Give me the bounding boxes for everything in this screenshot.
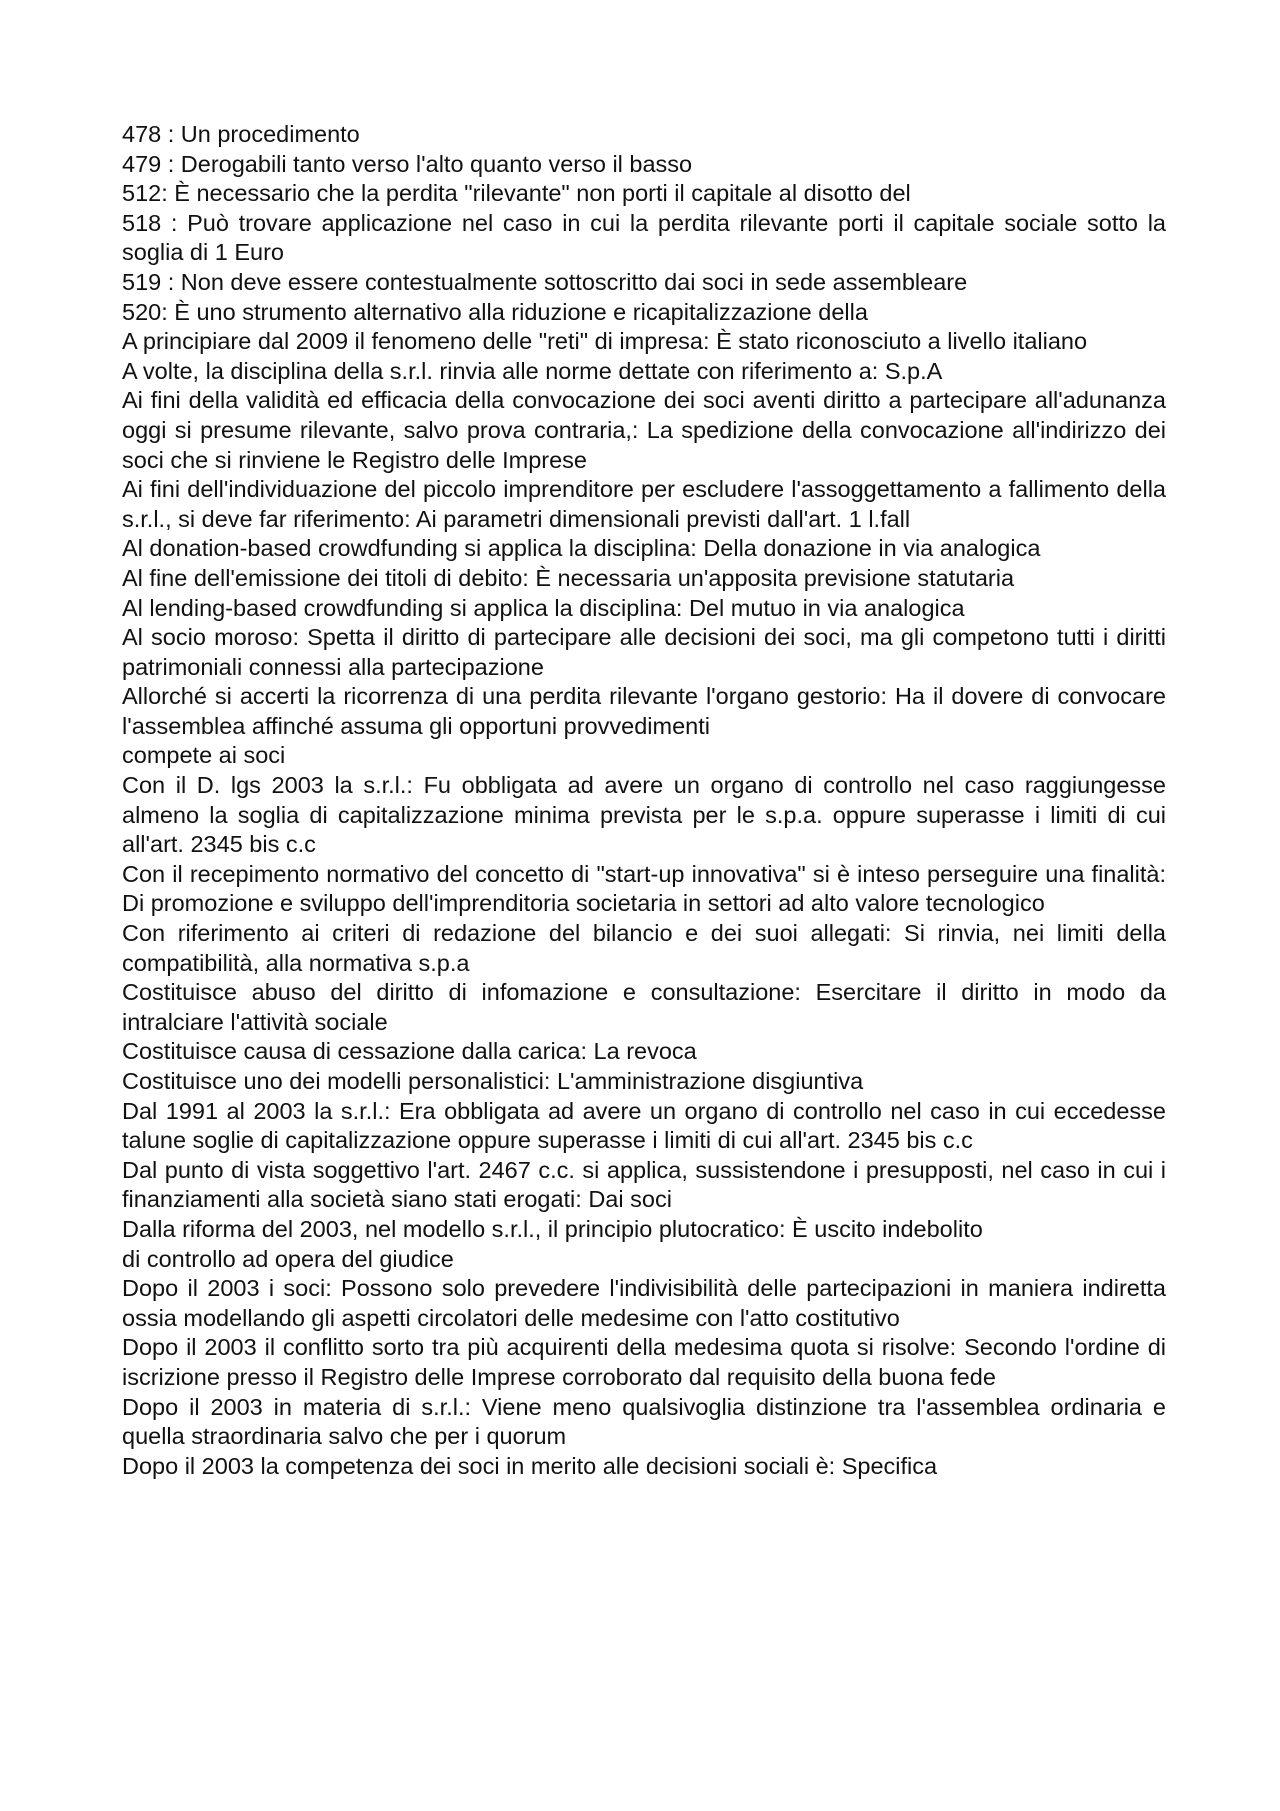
entry-478: 478 : Un procedimento	[122, 121, 360, 147]
entry-competenza-soci: Dopo il 2003 la competenza dei soci in merito alle decisioni sociali è: Specifica	[122, 1452, 938, 1479]
entry-perdita-rilevante: Allorché si accerti la ricorrenza di una perdita rilevante l'organo gestorio: Ha il dovere di convocare l'assemblea affinché assuma gli opportuni provvedimenti	[122, 683, 1166, 739]
entry-rinvio-spa: A volte, la disciplina della s.r.l. rinvia alle norme dettate con riferimento a: S.p.A	[122, 357, 943, 384]
document-page	[122, 120, 1166, 1481]
entry-assemblea-ordinaria: Dopo il 2003 in materia di s.r.l.: Viene meno qualsivoglia distinzione tra l'assemblea ordinaria e quella straordinaria salvo che per i quorum	[122, 1393, 1166, 1450]
entry-518: 518 : Può trovare applicazione nel caso in cui la perdita rilevante porti il capitale sociale sotto la soglia di 1 Euro	[122, 209, 1166, 266]
entry-socio-moroso: Al socio moroso: Spetta il diritto di partecipare alle decisioni dei soci, ma gli competono tutti i diritti patrimoniali connessi alla partecipazione	[122, 624, 1166, 680]
entry-modelli-personalistici: Costituisce uno dei modelli personalistici: L'amministrazione disgiuntiva	[122, 1068, 864, 1094]
entry-conflitto-acquirenti: Dopo il 2003 il conflitto sorto tra più acquirenti della medesima quota si risolve: Secondo l'ordine di iscrizione presso il Registro delle Imprese corroborato dal requisito della buona fede	[122, 1334, 1166, 1390]
entry-art-2467: Dal punto di vista soggettivo l'art. 2467 c.c. si applica, sussistendone i presupposti, nel caso in cui i finanziamenti alla società siano stati erogati: Dai soci	[122, 1156, 1166, 1213]
entry-512: 512: È necessario che la perdita "rilevante" non porti il capitale al disotto del	[122, 180, 911, 207]
entry-520: 520: È uno strumento alternativo alla riduzione e ricapitalizzazione della	[122, 298, 868, 325]
entry-convocazione-soci: Ai fini della validità ed efficacia della convocazione dei soci aventi diritto a partecipare all'adunanza oggi si presume rilevante, salvo prova contraria,: La spedizione della convocazione all'indirizzo dei soci che si rinviene le Registro delle Imprese	[122, 387, 1166, 473]
entry-start-up: Con il recepimento normativo del concetto di "start-up innovativa" si è inteso perseguire una finalità: Di promozione e sviluppo dell'imprenditoria societaria in settori ad alto valore tecnologico	[122, 860, 1166, 917]
entry-principio-plutocratico: Dalla riforma del 2003, nel modello s.r.l., il principio plutocratico: È uscito indebolito	[122, 1215, 983, 1242]
entry-titoli-debito: Al fine dell'emissione dei titoli di debito: È necessaria un'apposita previsione statutaria	[122, 564, 1015, 591]
entry-abuso-diritto: Costituisce abuso del diritto di infomazione e consultazione: Esercitare il diritto in modo da intralciare l'attività sociale	[122, 979, 1166, 1035]
entry-bilancio: Con riferimento ai criteri di redazione del bilancio e dei suoi allegati: Si rinvia, nei limiti della compatibilità, alla normativa s.p.a	[122, 920, 1166, 976]
entry-lending-crowdfunding: Al lending-based crowdfunding si applica la disciplina: Del mutuo in via analogica	[122, 594, 965, 621]
entry-1991-2003: Dal 1991 al 2003 la s.r.l.: Era obbligata ad avere un organo di controllo nel caso in cui eccedesse talune soglie di capitalizzazione oppure superasse i limiti di cui all'art. 2345 bis c.c	[122, 1097, 1166, 1154]
entry-piccolo-imprenditore: Ai fini dell'individuazione del piccolo imprenditore per escludere l'assoggettamento a fallimento della s.r.l., si deve far riferimento: Ai parametri dimensionali previsti dall'art. 1 l.fall	[122, 476, 1166, 532]
entry-dlgs-2003: Con il D. lgs 2003 la s.r.l.: Fu obbligata ad avere un organo di controllo nel caso raggiungesse almeno la soglia di capitalizzazione minima prevista per le s.p.a. oppure superasse i limiti di cui all'art. 2345 bis c.c	[122, 772, 1166, 858]
entry-479: 479 : Derogabili tanto verso l'alto quanto verso il basso	[122, 150, 693, 177]
entry-cessazione-carica: Costituisce causa di cessazione dalla carica: La revoca	[122, 1038, 697, 1065]
entry-compete-soci: compete ai soci	[122, 742, 286, 769]
entry-controllo-giudice: di controllo ad opera del giudice	[122, 1245, 454, 1272]
entry-519: 519 : Non deve essere contestualmente sottoscritto dai soci in sede assembleare	[122, 268, 968, 295]
entry-indivisibilita: Dopo il 2003 i soci: Possono solo prevedere l'indivisibilità delle partecipazioni in maniera indiretta ossia modellando gli aspetti circolatori delle medesime con l'atto costitutivo	[122, 1275, 1166, 1331]
entry-reti-impresa: A principiare dal 2009 il fenomeno delle "reti" di impresa: È stato riconosciuto a livello italiano	[122, 328, 1088, 355]
entry-donation-crowdfunding: Al donation-based crowdfunding si applica la disciplina: Della donazione in via analogica	[122, 535, 1041, 562]
